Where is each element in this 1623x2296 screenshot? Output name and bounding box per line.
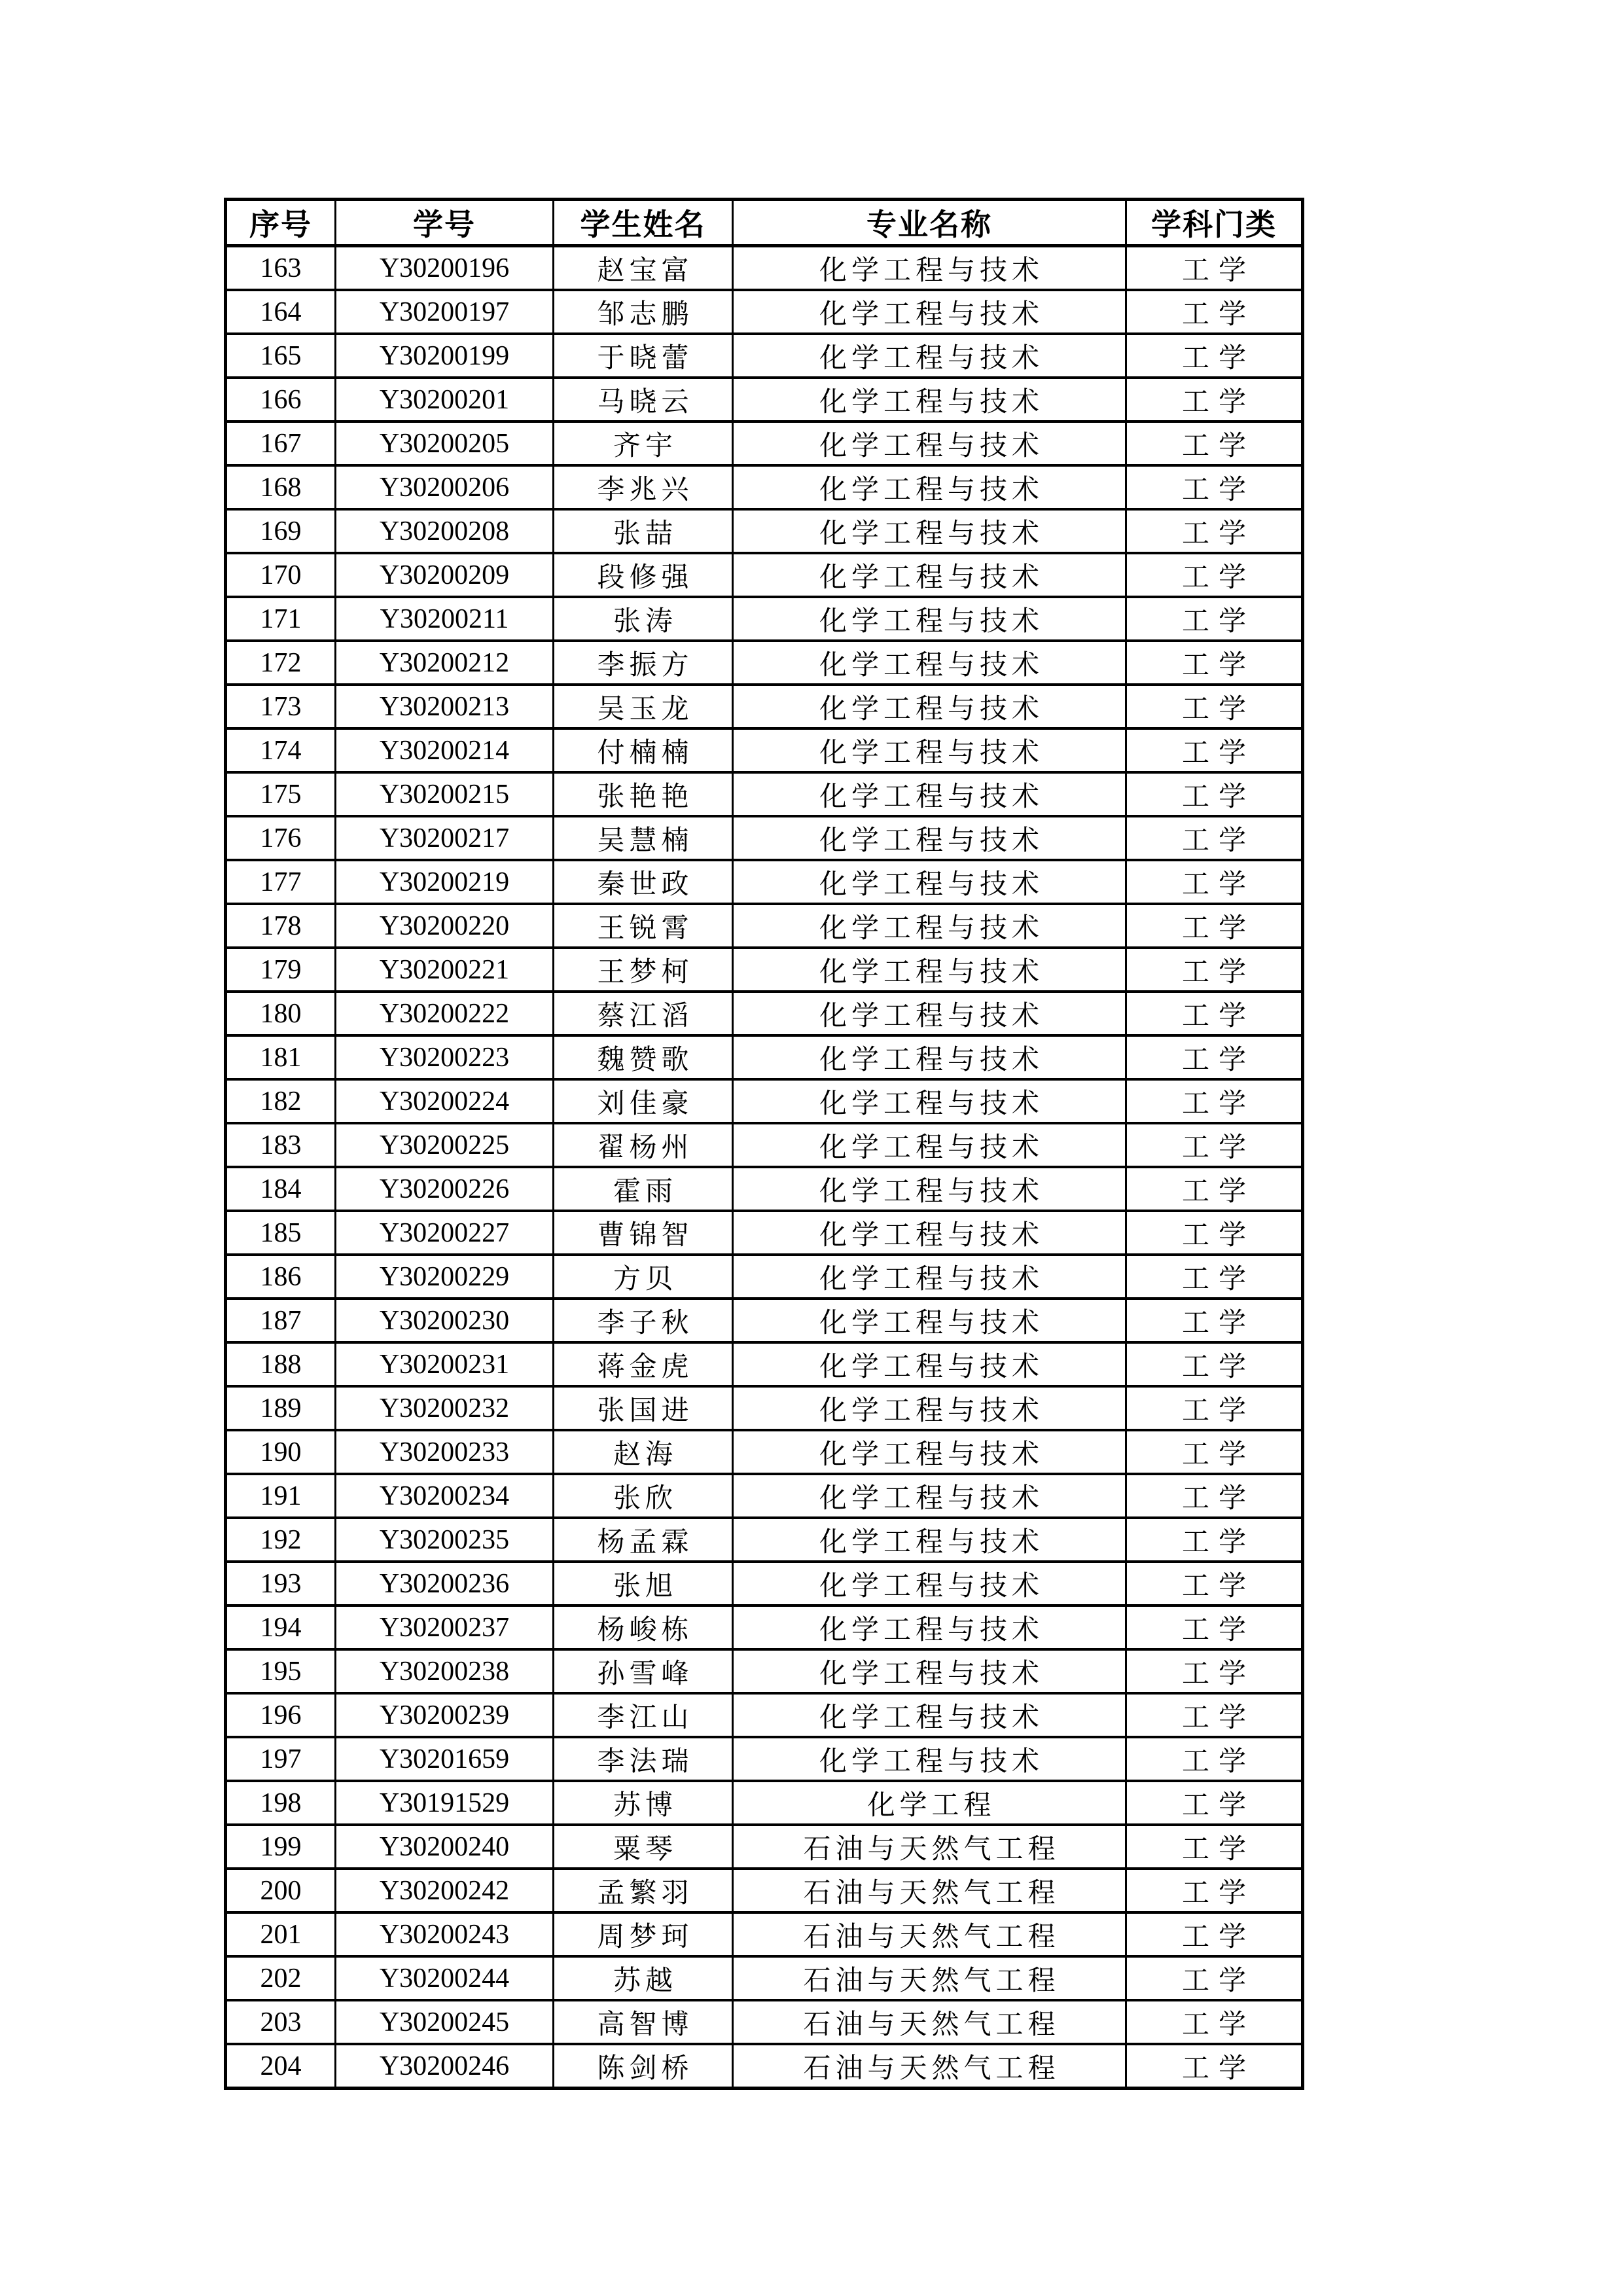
major-cell: 化学工程与技术 — [733, 1562, 1126, 1605]
student-name-cell: 陈剑桥 — [554, 2044, 733, 2089]
major-cell: 石油与天然气工程 — [733, 1912, 1126, 1956]
major-cell: 化学工程与技术 — [733, 1518, 1126, 1562]
student-name-cell: 吴慧楠 — [554, 816, 733, 860]
row-index-cell: 197 — [226, 1737, 336, 1781]
major-cell: 化学工程 — [733, 1781, 1126, 1825]
row-index-cell: 169 — [226, 509, 336, 553]
student-id-cell: Y30200209 — [336, 553, 554, 597]
table-row — [226, 728, 1303, 772]
row-index-cell: 172 — [226, 641, 336, 685]
row-index-cell: 196 — [226, 1693, 336, 1737]
discipline-cell: 工学 — [1126, 1693, 1303, 1737]
major-cell: 化学工程与技术 — [733, 1693, 1126, 1737]
table-row — [226, 1781, 1303, 1825]
student-id-cell: Y30200201 — [336, 378, 554, 422]
student-name-cell: 秦世政 — [554, 860, 733, 904]
discipline-cell: 工学 — [1126, 1869, 1303, 1912]
table-row — [226, 1518, 1303, 1562]
major-cell: 化学工程与技术 — [733, 1123, 1126, 1167]
student-id-cell: Y30200212 — [336, 641, 554, 685]
student-id-cell: Y30200238 — [336, 1649, 554, 1693]
major-cell: 化学工程与技术 — [733, 509, 1126, 553]
row-index-cell: 167 — [226, 422, 336, 465]
student-id-cell: Y30200244 — [336, 1956, 554, 2000]
student-id-cell: Y30200242 — [336, 1869, 554, 1912]
row-index-cell: 194 — [226, 1605, 336, 1649]
table-row — [226, 1035, 1303, 1079]
table-row — [226, 1912, 1303, 1956]
major-cell: 化学工程与技术 — [733, 1342, 1126, 1386]
discipline-cell: 工学 — [1126, 422, 1303, 465]
major-cell: 化学工程与技术 — [733, 1079, 1126, 1123]
student-id-cell: Y30200224 — [336, 1079, 554, 1123]
row-index-cell: 195 — [226, 1649, 336, 1693]
row-index-cell: 201 — [226, 1912, 336, 1956]
discipline-cell: 工学 — [1126, 1737, 1303, 1781]
student-name-cell: 王锐霄 — [554, 904, 733, 948]
student-name-cell: 周梦珂 — [554, 1912, 733, 1956]
major-cell: 化学工程与技术 — [733, 1255, 1126, 1299]
row-index-cell: 178 — [226, 904, 336, 948]
table-row — [226, 509, 1303, 553]
discipline-cell: 工学 — [1126, 641, 1303, 685]
table-row — [226, 1211, 1303, 1255]
row-index-cell: 171 — [226, 597, 336, 641]
student-name-cell: 邹志鹏 — [554, 290, 733, 334]
discipline-cell: 工学 — [1126, 1912, 1303, 1956]
discipline-cell: 工学 — [1126, 1781, 1303, 1825]
discipline-cell: 工学 — [1126, 1035, 1303, 1079]
major-cell: 化学工程与技术 — [733, 728, 1126, 772]
student-id-cell: Y30200217 — [336, 816, 554, 860]
row-index-cell: 176 — [226, 816, 336, 860]
major-cell: 石油与天然气工程 — [733, 1869, 1126, 1912]
student-name-cell: 霍雨 — [554, 1167, 733, 1211]
major-cell: 石油与天然气工程 — [733, 1825, 1126, 1869]
row-index-cell: 163 — [226, 246, 336, 291]
table-row — [226, 860, 1303, 904]
discipline-cell: 工学 — [1126, 1430, 1303, 1474]
discipline-cell: 工学 — [1126, 1255, 1303, 1299]
student-id-cell: Y30200234 — [336, 1474, 554, 1518]
row-index-cell: 204 — [226, 2044, 336, 2089]
row-index-cell: 199 — [226, 1825, 336, 1869]
major-cell: 化学工程与技术 — [733, 1035, 1126, 1079]
major-cell: 化学工程与技术 — [733, 378, 1126, 422]
table-row — [226, 597, 1303, 641]
student-name-cell: 曹锦智 — [554, 1211, 733, 1255]
student-id-cell: Y30200213 — [336, 685, 554, 728]
row-index-cell: 200 — [226, 1869, 336, 1912]
table-row — [226, 422, 1303, 465]
student-id-cell: Y30200215 — [336, 772, 554, 816]
student-name-cell: 魏赞歌 — [554, 1035, 733, 1079]
discipline-cell: 工学 — [1126, 1386, 1303, 1430]
major-cell: 石油与天然气工程 — [733, 2000, 1126, 2044]
student-id-cell: Y30200229 — [336, 1255, 554, 1299]
table-row — [226, 378, 1303, 422]
table-row — [226, 685, 1303, 728]
student-name-cell: 张艳艳 — [554, 772, 733, 816]
student-name-cell: 王梦柯 — [554, 948, 733, 992]
row-index-cell: 187 — [226, 1299, 336, 1342]
student-name-cell: 付楠楠 — [554, 728, 733, 772]
student-id-cell: Y30200223 — [336, 1035, 554, 1079]
student-name-cell: 马晓云 — [554, 378, 733, 422]
major-cell: 化学工程与技术 — [733, 246, 1126, 291]
student-name-cell: 张喆 — [554, 509, 733, 553]
major-cell: 化学工程与技术 — [733, 904, 1126, 948]
major-cell: 化学工程与技术 — [733, 1167, 1126, 1211]
row-index-cell: 190 — [226, 1430, 336, 1474]
student-id-cell: Y30200246 — [336, 2044, 554, 2089]
major-cell: 化学工程与技术 — [733, 290, 1126, 334]
major-cell: 化学工程与技术 — [733, 422, 1126, 465]
discipline-cell: 工学 — [1126, 904, 1303, 948]
discipline-cell: 工学 — [1126, 553, 1303, 597]
student-name-cell: 蔡江滔 — [554, 992, 733, 1035]
col-header-student-name: 学生姓名 — [554, 200, 733, 246]
student-id-cell: Y30201659 — [336, 1737, 554, 1781]
col-header-major: 专业名称 — [733, 200, 1126, 246]
discipline-cell: 工学 — [1126, 948, 1303, 992]
student-name-cell: 李江山 — [554, 1693, 733, 1737]
table-header-row — [226, 200, 1303, 246]
student-name-cell: 杨孟霖 — [554, 1518, 733, 1562]
table-row — [226, 1123, 1303, 1167]
table-row — [226, 290, 1303, 334]
discipline-cell: 工学 — [1126, 597, 1303, 641]
major-cell: 化学工程与技术 — [733, 465, 1126, 509]
major-cell: 化学工程与技术 — [733, 948, 1126, 992]
major-cell: 化学工程与技术 — [733, 1605, 1126, 1649]
major-cell: 化学工程与技术 — [733, 1211, 1126, 1255]
row-index-cell: 203 — [226, 2000, 336, 2044]
discipline-cell: 工学 — [1126, 685, 1303, 728]
student-id-cell: Y30200235 — [336, 1518, 554, 1562]
table-row — [226, 772, 1303, 816]
table-row — [226, 246, 1303, 291]
student-id-cell: Y30191529 — [336, 1781, 554, 1825]
discipline-cell: 工学 — [1126, 334, 1303, 378]
student-name-cell: 张旭 — [554, 1562, 733, 1605]
table-row — [226, 1167, 1303, 1211]
row-index-cell: 202 — [226, 1956, 336, 2000]
discipline-cell: 工学 — [1126, 1211, 1303, 1255]
discipline-cell: 工学 — [1126, 1562, 1303, 1605]
student-id-cell: Y30200227 — [336, 1211, 554, 1255]
table-row — [226, 1869, 1303, 1912]
row-index-cell: 182 — [226, 1079, 336, 1123]
student-name-cell: 张欣 — [554, 1474, 733, 1518]
row-index-cell: 181 — [226, 1035, 336, 1079]
table-row — [226, 1737, 1303, 1781]
student-id-cell: Y30200236 — [336, 1562, 554, 1605]
row-index-cell: 164 — [226, 290, 336, 334]
discipline-cell: 工学 — [1126, 246, 1303, 291]
table-row — [226, 1430, 1303, 1474]
table-row — [226, 1562, 1303, 1605]
student-name-cell: 孙雪峰 — [554, 1649, 733, 1693]
discipline-cell: 工学 — [1126, 1299, 1303, 1342]
student-name-cell: 粟琴 — [554, 1825, 733, 1869]
student-name-cell: 张涛 — [554, 597, 733, 641]
major-cell: 化学工程与技术 — [733, 597, 1126, 641]
table-row — [226, 948, 1303, 992]
table-row — [226, 904, 1303, 948]
student-name-cell: 张国进 — [554, 1386, 733, 1430]
table-row — [226, 553, 1303, 597]
discipline-cell: 工学 — [1126, 465, 1303, 509]
row-index-cell: 175 — [226, 772, 336, 816]
discipline-cell: 工学 — [1126, 1825, 1303, 1869]
student-name-cell: 蒋金虎 — [554, 1342, 733, 1386]
discipline-cell: 工学 — [1126, 1167, 1303, 1211]
row-index-cell: 165 — [226, 334, 336, 378]
row-index-cell: 192 — [226, 1518, 336, 1562]
student-id-cell: Y30200206 — [336, 465, 554, 509]
major-cell: 化学工程与技术 — [733, 1649, 1126, 1693]
row-index-cell: 168 — [226, 465, 336, 509]
student-name-cell: 高智博 — [554, 2000, 733, 2044]
major-cell: 石油与天然气工程 — [733, 1956, 1126, 2000]
student-id-cell: Y30200199 — [336, 334, 554, 378]
col-header-index: 序号 — [226, 200, 336, 246]
student-id-cell: Y30200225 — [336, 1123, 554, 1167]
student-name-cell: 苏越 — [554, 1956, 733, 2000]
student-roster-table — [224, 198, 1304, 2090]
student-name-cell: 于晓蕾 — [554, 334, 733, 378]
table-row — [226, 465, 1303, 509]
student-name-cell: 赵海 — [554, 1430, 733, 1474]
discipline-cell: 工学 — [1126, 816, 1303, 860]
student-id-cell: Y30200196 — [336, 246, 554, 291]
student-id-cell: Y30200237 — [336, 1605, 554, 1649]
major-cell: 化学工程与技术 — [733, 553, 1126, 597]
discipline-cell: 工学 — [1126, 1079, 1303, 1123]
discipline-cell: 工学 — [1126, 860, 1303, 904]
student-name-cell: 孟繁羽 — [554, 1869, 733, 1912]
discipline-cell: 工学 — [1126, 1123, 1303, 1167]
col-header-discipline: 学科门类 — [1126, 200, 1303, 246]
student-name-cell: 苏博 — [554, 1781, 733, 1825]
student-id-cell: Y30200230 — [336, 1299, 554, 1342]
table-row — [226, 1825, 1303, 1869]
student-name-cell: 李兆兴 — [554, 465, 733, 509]
major-cell: 化学工程与技术 — [733, 1386, 1126, 1430]
major-cell: 化学工程与技术 — [733, 816, 1126, 860]
discipline-cell: 工学 — [1126, 992, 1303, 1035]
student-id-cell: Y30200220 — [336, 904, 554, 948]
student-id-cell: Y30200205 — [336, 422, 554, 465]
table-row — [226, 1079, 1303, 1123]
major-cell: 化学工程与技术 — [733, 1737, 1126, 1781]
student-name-cell: 吴玉龙 — [554, 685, 733, 728]
student-id-cell: Y30200231 — [336, 1342, 554, 1386]
row-index-cell: 173 — [226, 685, 336, 728]
student-id-cell: Y30200211 — [336, 597, 554, 641]
discipline-cell: 工学 — [1126, 1342, 1303, 1386]
major-cell: 化学工程与技术 — [733, 334, 1126, 378]
col-header-student-id: 学号 — [336, 200, 554, 246]
major-cell: 化学工程与技术 — [733, 1430, 1126, 1474]
row-index-cell: 166 — [226, 378, 336, 422]
discipline-cell: 工学 — [1126, 728, 1303, 772]
discipline-cell: 工学 — [1126, 290, 1303, 334]
row-index-cell: 177 — [226, 860, 336, 904]
student-id-cell: Y30200243 — [336, 1912, 554, 1956]
table-row — [226, 1956, 1303, 2000]
major-cell: 化学工程与技术 — [733, 992, 1126, 1035]
row-index-cell: 185 — [226, 1211, 336, 1255]
row-index-cell: 183 — [226, 1123, 336, 1167]
student-name-cell: 方贝 — [554, 1255, 733, 1299]
row-index-cell: 193 — [226, 1562, 336, 1605]
row-index-cell: 174 — [226, 728, 336, 772]
student-id-cell: Y30200245 — [336, 2000, 554, 2044]
student-id-cell: Y30200221 — [336, 948, 554, 992]
major-cell: 化学工程与技术 — [733, 772, 1126, 816]
table-row — [226, 1693, 1303, 1737]
major-cell: 石油与天然气工程 — [733, 2044, 1126, 2089]
student-id-cell: Y30200233 — [336, 1430, 554, 1474]
major-cell: 化学工程与技术 — [733, 1299, 1126, 1342]
student-name-cell: 刘佳豪 — [554, 1079, 733, 1123]
table-row — [226, 992, 1303, 1035]
discipline-cell: 工学 — [1126, 1956, 1303, 2000]
table-row — [226, 1255, 1303, 1299]
student-id-cell: Y30200214 — [336, 728, 554, 772]
table-row — [226, 1386, 1303, 1430]
row-index-cell: 179 — [226, 948, 336, 992]
row-index-cell: 186 — [226, 1255, 336, 1299]
row-index-cell: 191 — [226, 1474, 336, 1518]
discipline-cell: 工学 — [1126, 1518, 1303, 1562]
discipline-cell: 工学 — [1126, 1649, 1303, 1693]
major-cell: 化学工程与技术 — [733, 685, 1126, 728]
student-id-cell: Y30200222 — [336, 992, 554, 1035]
table-row — [226, 816, 1303, 860]
discipline-cell: 工学 — [1126, 2044, 1303, 2089]
student-id-cell: Y30200226 — [336, 1167, 554, 1211]
student-name-cell: 翟杨州 — [554, 1123, 733, 1167]
discipline-cell: 工学 — [1126, 2000, 1303, 2044]
discipline-cell: 工学 — [1126, 1474, 1303, 1518]
discipline-cell: 工学 — [1126, 378, 1303, 422]
student-name-cell: 段修强 — [554, 553, 733, 597]
student-name-cell: 齐宇 — [554, 422, 733, 465]
major-cell: 化学工程与技术 — [733, 860, 1126, 904]
student-id-cell: Y30200208 — [336, 509, 554, 553]
table-header — [226, 200, 1303, 246]
discipline-cell: 工学 — [1126, 509, 1303, 553]
student-id-cell: Y30200240 — [336, 1825, 554, 1869]
discipline-cell: 工学 — [1126, 1605, 1303, 1649]
table-row — [226, 1342, 1303, 1386]
student-id-cell: Y30200232 — [336, 1386, 554, 1430]
row-index-cell: 180 — [226, 992, 336, 1035]
table-row — [226, 1605, 1303, 1649]
row-index-cell: 170 — [226, 553, 336, 597]
row-index-cell: 184 — [226, 1167, 336, 1211]
table-row — [226, 1649, 1303, 1693]
student-id-cell: Y30200219 — [336, 860, 554, 904]
student-id-cell: Y30200239 — [336, 1693, 554, 1737]
table-row — [226, 1474, 1303, 1518]
student-name-cell: 李法瑞 — [554, 1737, 733, 1781]
row-index-cell: 188 — [226, 1342, 336, 1386]
major-cell: 化学工程与技术 — [733, 641, 1126, 685]
student-name-cell: 李子秋 — [554, 1299, 733, 1342]
student-name-cell: 赵宝富 — [554, 246, 733, 291]
table-row — [226, 641, 1303, 685]
table-row — [226, 2000, 1303, 2044]
student-name-cell: 杨峻栋 — [554, 1605, 733, 1649]
row-index-cell: 198 — [226, 1781, 336, 1825]
table-row — [226, 1299, 1303, 1342]
student-name-cell: 李振方 — [554, 641, 733, 685]
major-cell: 化学工程与技术 — [733, 1474, 1126, 1518]
student-id-cell: Y30200197 — [336, 290, 554, 334]
row-index-cell: 189 — [226, 1386, 336, 1430]
table-body — [226, 246, 1303, 2089]
discipline-cell: 工学 — [1126, 772, 1303, 816]
table-row — [226, 2044, 1303, 2089]
table-row — [226, 334, 1303, 378]
